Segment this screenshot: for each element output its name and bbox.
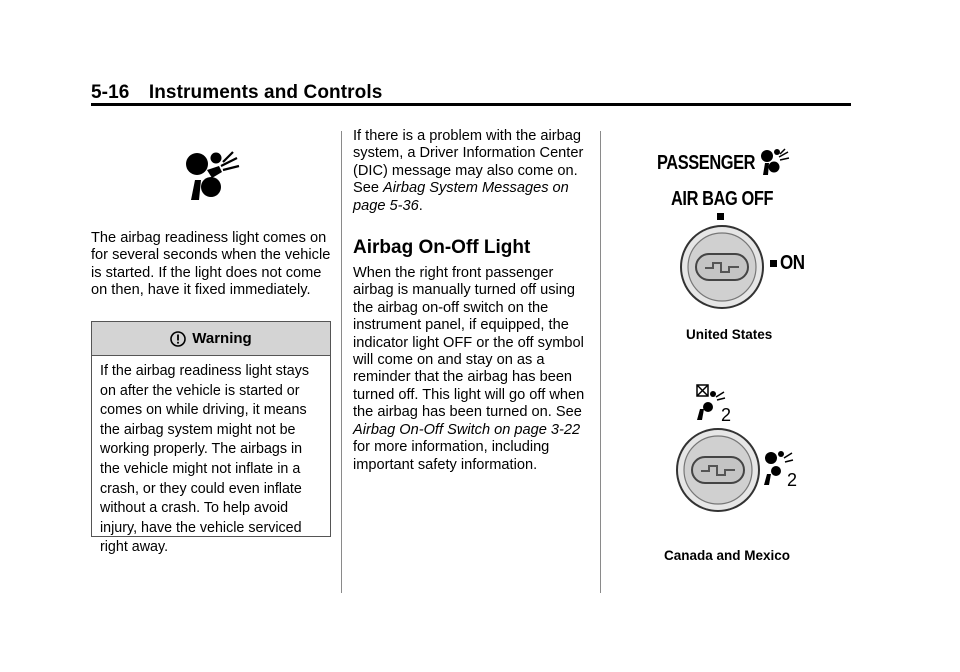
caption-canada-mexico: Canada and Mexico	[664, 548, 791, 563]
caption-united-states: United States	[686, 327, 773, 342]
dic-reference-link[interactable]: Airbag System Messages on page 5-36	[353, 180, 569, 214]
warning-box	[91, 321, 331, 556]
passenger-airbag-off-symbol-icon	[696, 384, 736, 422]
on-off-text: When the right front passenger airbag is manually turned off using the airbag on-off switch on the instrument panel, if equipped, the indicator light OFF or the off symbol will come on and stay on as a reminder that the airbag has been turned off. This light will go off when the airbag has been turned on. See	[353, 265, 585, 421]
passenger-airbag-on-symbol-icon	[764, 450, 804, 488]
air-bag-off-label: AIR BAG OFF	[671, 188, 774, 210]
section-title: Instruments and Controls	[148, 82, 383, 103]
seat-number-on: 2	[787, 470, 798, 488]
warning-icon	[170, 331, 186, 347]
off-position-marker	[717, 213, 724, 220]
on-label: ON	[780, 252, 805, 274]
page-header	[91, 82, 382, 104]
warning-title: Warning	[192, 330, 252, 347]
airbag-readiness-icon	[185, 150, 241, 202]
warning-text: If the airbag readiness light stays on after the vehicle is started or comes on while driving, it means the airbag system might not be working properly. The airbags in the vehicle might not inflate in a crash, or they could even inflate without a crash. To help avoid injury, have the vehicle serviced right away.	[100, 363, 310, 556]
on-off-text-end: for more information, including important safety information.	[353, 439, 550, 473]
airbag-readiness-paragraph: The airbag readiness light comes on for several seconds when the vehicle is started. If the light does not come on then, have it fixed immediately.	[91, 230, 331, 299]
us-airbag-switch-knob	[679, 224, 765, 310]
header-rule	[91, 103, 851, 106]
on-position-marker	[770, 260, 777, 267]
airbag-on-off-paragraph	[353, 265, 589, 474]
column-divider-1	[341, 131, 342, 593]
passenger-label: PASSENGER	[657, 152, 756, 174]
dic-text-end: .	[418, 197, 423, 214]
seat-number-off: 2	[721, 405, 732, 422]
canada-mexico-airbag-switch-knob	[675, 427, 761, 513]
column-divider-2	[600, 131, 601, 593]
warning-header	[92, 322, 330, 356]
dic-paragraph	[353, 128, 589, 215]
passenger-airbag-icon	[760, 148, 790, 176]
on-off-switch-link[interactable]: Airbag On-Off Switch on page 3-22	[353, 421, 581, 438]
page-number: 5-16	[91, 82, 130, 103]
dic-text: If there is a problem with the airbag system, a Driver Information Center (DIC) message may also come on. See	[353, 128, 584, 197]
column-2	[353, 128, 589, 474]
airbag-on-off-heading: Airbag On-Off Light	[353, 237, 531, 259]
